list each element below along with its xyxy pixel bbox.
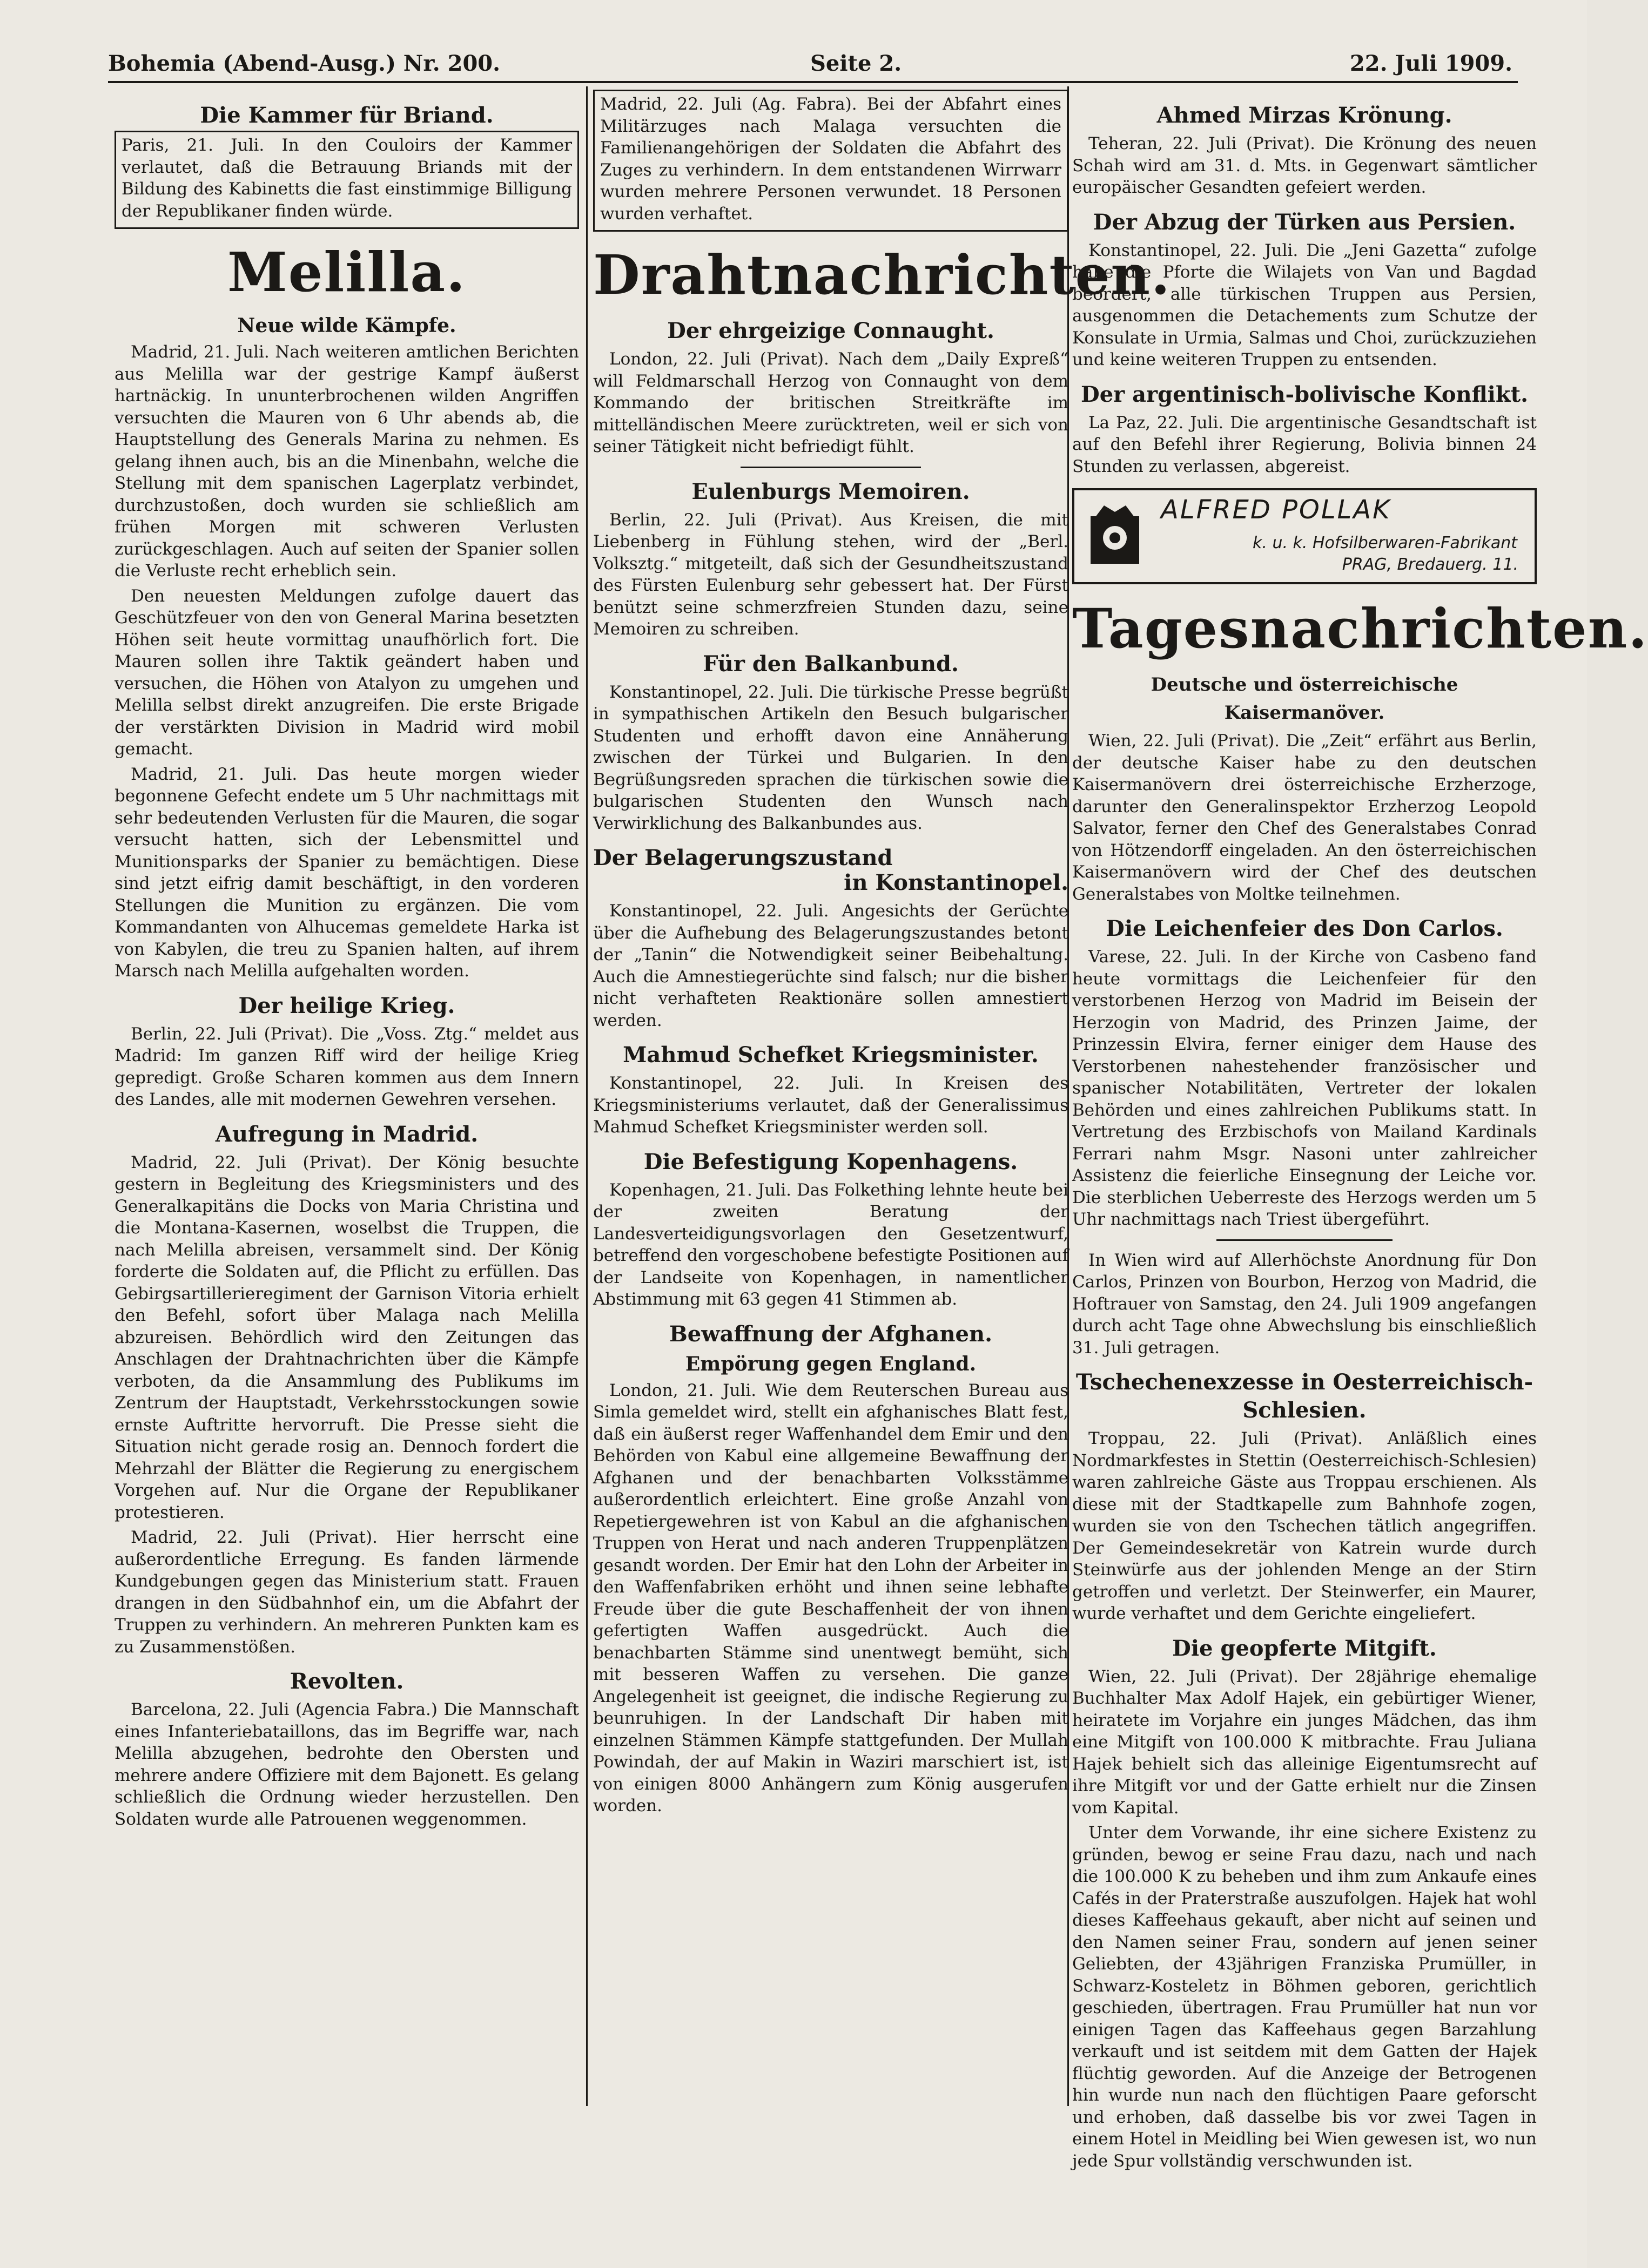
headline-ahmed: Ahmed Mirzas Krönung. [1156, 103, 1452, 128]
article-tuerken: Konstantinopel, 22. Juli. Die „Jeni Gazetta“ zufolge habe die Pforte die Wilajets von Van und Bagdad beordert, alle türkischen Truppen aus Persien, ausgenommen die Detachements zum Schutze der Konsulate in Urmia, Salmas und Choi, zurückzuziehen und keine weiteren Truppen zu entsenden. [1072, 240, 1537, 369]
header-date: 22. Juli 1909. [1349, 51, 1512, 76]
article-mitgift-p2: Unter dem Vorwande, ihr eine sichere Existenz zu gründen, bewog er seine Frau dazu, nach und nach die 100.000 K zu beheben und ihm zum Ankaufe eines Cafés in der Praterstraße auszufolgen. Hajek hat wohl dieses Kaffeehaus gekauft, aber nicht auf seinen und den Namen seiner Frau, sondern auf jenen seiner Geliebten, der 43jährigen Franziska Prumüller, in Schwarz-Kosteletz in Böhmen geboren, gerichtlich geschieden, übertragen. Frau Prumüller hat nun vor einigen Tagen das Kaffeehaus gegen Barzahlung verkauft und ist seitdem mit dem Gatten der Hajek flüchtig geworden. Auf die Anzeige der Betrogenen hin wurde nun nach den flüchtigen Paare geforscht und erhoben, daß dasselbe bis vor zwei Tagen in einem Hotel in Meidling bei Wien gewesen ist, wo nun jede Spur vollständig verschwunden ist. [1072, 1823, 1537, 2171]
headline-argentinien: Der argentinisch-bolivische Konflikt. [1081, 381, 1528, 407]
headline-aufregung: Aufregung in Madrid. [215, 1121, 479, 1147]
article-connaught: London, 22. Juli (Privat). Nach dem „Daily Expreß“ will Feldmarschall Herzog von Connaught von dem Kommando der britischen Streitkräfte im mittelländischen Meere zurücktreten, weil er sich von seiner Tätigkeit nicht befriedigt fühlt. [593, 349, 1068, 456]
coat-of-arms-icon [1085, 502, 1145, 567]
article-don-carlos-p1: Varese, 22. Juli. In der Kirche von Casbeno fand heute vormittags die Leichenfeier für den verstorbenen Herzog von Madrid im Beisein der Herzogin von Madrid, des Prinzen Jaime, der Prinzessin Elvira, ferner einiger dem Hause des Verstorbenen nahestehender französischer und spanischer Notabilitäten, Vertreter der lokalen Behörden und eines zahlreichen Publikums statt. In Vertretung des Erzbischofs von Mailand Kardinals Ferrari nahm Msgr. Nasoni unter zahlreicher Assistenz die feierliche Einsegnung der Leiche vor. Die sterblichen Ueberreste des Herzogs werden um 5 Uhr nachmittags nach Triest übergeführt. [1072, 947, 1537, 1229]
headline-balkanbund: Für den Balkanbund. [703, 651, 959, 677]
headline-tschechen: Tschechenexzesse in Oesterreichisch-Schlesien. [1075, 1369, 1533, 1423]
article-belagerung: Konstantinopel, 22. Juli. Angesichts der Gerüchte über die Aufhebung des Belagerungszustandes betont der „Tanin“ die Notwendigkeit seiner Beibehaltung. Auch die Amnestiegerüchte sind falsch; nur die bisher nicht verhafteten Reaktionäre sollen amnestiert werden. [593, 901, 1068, 1030]
madrid-box [593, 90, 1068, 232]
advertisement-pollak [1072, 488, 1537, 584]
headline-kopenhagen: Die Befestigung Kopenhagens. [643, 1149, 1018, 1174]
headline-afghanen: Bewaffnung der Afghanen. [669, 1321, 993, 1347]
headline-kaisermanoever: Deutsche und österreichische Kaisermanöver. [1151, 674, 1458, 724]
header-page-number: Seite 2. [810, 51, 902, 76]
article-kaempfe-p3: Madrid, 21. Juli. Das heute morgen wieder begonnene Gefecht endete um 5 Uhr nachmittags mit sehr bedeutenden Verlusten für die Mauren, die sogar versucht hatten, sich der Lebensmittel und Munitionsparks der Spanier zu bemächtigen. Diese sind jetzt eifrig damit beschäftigt, in den vorderen Stellungen die Munition zu ergänzen. Die vom Kommandanten von Alhucemas gemeldete Harka ist von Kabylen, die treu zu Spanien halten, auf ihrem Marsch nach Melilla aufgehalten worden. [115, 764, 579, 981]
divider [1216, 1239, 1393, 1241]
section-title-melilla: Melilla. [227, 240, 466, 304]
headline-don-carlos: Die Leichenfeier des Don Carlos. [1106, 916, 1503, 941]
article-tschechen: Troppau, 22. Juli (Privat). Anläßlich eines Nordmarkfestes in Stettin (Oesterreichisch-Schlesien) waren zahlreiche Gäste aus Troppau erschienen. Als diese mit der Stadtkapelle zum Bahnhofe zogen, wurden sie von den Tschechen tätlich angegriffen. Der Gemeindesekretär von Katrein wurde durch Steinwürfe aus der johlenden Menge an der Stirn getroffen und verletzt. Der Steinwerfer, ein Maurer, wurde verhaftet und dem Gerichte eingeliefert. [1072, 1429, 1537, 1623]
article-kaempfe-p2: Den neuesten Meldungen zufolge dauert das Geschützfeuer von den von General Marina besetzten Höhen seit heute vormittag unaufhörlich fort. Die Mauren sollen ihre Taktik geändert haben und versuchen, die Höhen von Atalyon zu umgehen und Melilla selbst direkt anzugreifen. Die erste Brigade der verstärkten Division in Madrid wird mobil gemacht. [115, 586, 579, 759]
headline-connaught: Der ehrgeizige Connaught. [667, 318, 994, 343]
headline-belagerung-2: in Konstantinopel. [844, 870, 1068, 895]
article-krieg: Berlin, 22. Juli (Privat). Die „Voss. Ztg.“ meldet aus Madrid: Im ganzen Riff wird der heilige Krieg gepredigt. Große Scharen kommen aus dem Innern des Landes, alle mit modernen Gewehren versehen. [115, 1024, 579, 1109]
article-afghanen: London, 21. Juli. Wie dem Reuterschen Bureau aus Simla gemeldet wird, stellt ein afghanisches Blatt fest, daß ein äußerst reger Waffenhandel dem Emir und den Behörden von Kabul eine allgemeine Bewaffnung der Afghanen und der benachbarten Volksstämme außerordentlich erleichtert. Eine große Anzahl von Repetiergewehren ist von Kabul an die afghanischen Truppen von Herat und nach anderen Truppenplätzen gesandt worden. Der Emir hat den Lohn der Arbeiter in den Waffenfabriken erhöht und ihnen seine lebhafte Freude über die gute Beschaffenheit der von ihnen gefertigten Waffen ausgedrückt. Auch die benachbarten Stämme sind unentwegt bemüht, sich mit besseren Waffen zu versehen. Die ganze Angelegenheit ist geeignet, die indische Regierung zu beunruhigen. In der Landschaft Dir haben mit einzelnen Stämmen Kämpfe stattgefunden. Der Mullah Powindah, der auf Makin in Waziri marschiert ist, ist von einigen 8000 Anhängern zum König ausgerufen worden. [593, 1380, 1068, 1815]
column-1 [115, 92, 579, 2133]
article-ahmed: Teheran, 22. Juli (Privat). Die Krönung des neuen Schah wird am 31. d. Mts. in Gegenwart sämtlicher europäischer Gesandten gefeiert werden. [1072, 134, 1537, 197]
headline-mahmud: Mahmud Schefket Kriegsminister. [623, 1042, 1039, 1068]
article-kaisermanoever: Wien, 22. Juli (Privat). Die „Zeit“ erfährt aus Berlin, der deutsche Kaiser habe zu den deutschen Kaisermanövern drei österreichische Erzherzoge, darunter den Generalinspektor Erzherzog Leopold Salvator, ferner den Chef des Generalstabes Conrad von Hötzendorff eingeladen. An den österreichischen Kaisermanövern wird der Chef des deutschen Generalstabes von Moltke teilnehmen. [1072, 731, 1537, 904]
briand-box [115, 131, 579, 229]
divider [741, 467, 921, 468]
article-kaempfe-p1: Madrid, 21. Juli. Nach weiteren amtlichen Berichten aus Melilla war der gestrige Kampf äußerst hartnäckig. In ununterbrochenen wilden Angriffen versuchten die Mauren von 6 Uhr abends ab, die Hauptstellung des Generals Marina zu nehmen. Es gelang ihnen auch, bis an die Minenbahn, welche die Stellung mit dem spanischen Lagerplatz verbindet, durchzustoßen, doch wurden sie schließlich am frühen Morgen mit schweren Verlusten zurückgeschlagen. Auch auf seiten der Spanier sollen die Verluste recht erheblich sein. [115, 342, 579, 580]
headline-tuerken: Der Abzug der Türken aus Persien. [1093, 209, 1516, 235]
column-3 [1072, 92, 1648, 2171]
ad-subtitle: k. u. k. Hofsilberwaren-Fabrikant [1253, 534, 1518, 552]
header-rule [108, 81, 1518, 83]
headline-belagerung: Der Belagerungszustand [593, 845, 893, 870]
article-aufregung-p2: Madrid, 22. Juli (Privat). Hier herrscht eine außerordentliche Erregung. Es fanden lärmende Kundgebungen gegen das Ministerium statt. Frauen drangen in den Südbahnhof ein, um die Abfahrt der Truppen zu verhindern. An mehreren Punkten kam es zu Zusammenstößen. [115, 1528, 579, 1657]
column-2 [593, 92, 1171, 2133]
headline-krieg: Der heilige Krieg. [238, 993, 455, 1018]
headline-briand: Die Kammer für Briand. [200, 103, 494, 128]
page-header [108, 48, 1512, 85]
headline-kaempfe: Neue wilde Kämpfe. [237, 314, 456, 337]
article-eulenburg: Berlin, 22. Juli (Privat). Aus Kreisen, die mit Liebenberg in Fühlung stehen, wird der „Berl. Volksztg.“ mitgeteilt, daß sich der Gesundheitszustand des Fürsten Eulenburg sehr gebessert hat. Der Fürst benützt seine schmerzfreien Stunden dazu, seine Memoiren zu schreiben. [593, 510, 1068, 639]
article-aufregung-p1: Madrid, 22. Juli (Privat). Der König besuchte gestern in Begleitung des Kriegsministers und des Generalkapitäns die Docks von Maria Christina und die Montana-Kasernen, woselbst die Truppen, die nach Melilla abreisen, versammelt sind. Der König forderte die Soldaten auf, die Pflicht zu erfüllen. Das Gebirgsartillerieregiment der Garnison Vitoria erhielt den Befehl, sofort über Malaga nach Melilla abzureisen. Behördlich wird den Zeitungen das Anschlagen der Drahtnachrichten über die Kämpfe verboten, da die Ansammlung des Publikums im Zentrum der Hauptstadt, Verkehrsstockungen sowie ernste Auftritte hervorruft. Die Presse sieht die Situation nicht gerade rosig an. Dennoch fordert die Mehrzahl der Blätter die Regierung zu energischem Vorgehen auf. Nur die Organe der Republikaner protestieren. [115, 1152, 579, 1522]
article-don-carlos-p2: In Wien wird auf Allerhöchste Anordnung für Don Carlos, Prinzen von Bourbon, Herzog von Madrid, die Hoftrauer von Samstag, den 24. Juli 1909 angefangen durch acht Tage ohne Abwechslung bis einschließlich 31. Juli getragen. [1072, 1250, 1537, 1358]
article-madrid-top: Madrid, 22. Juli (Ag. Fabra). Bei der Abfahrt eines Militärzuges nach Malaga versuchten die Familienangehörigen der Soldaten die Abfahrt des Zuges zu verhindern. In dem entstandenen Wirrwarr wurden mehrere Personen verwundet. 18 Personen wurden verhaftet. [600, 94, 1061, 224]
article-mahmud: Konstantinopel, 22. Juli. In Kreisen des Kriegsministeriums verlautet, daß der Generalissimus Mahmud Schefket Kriegsminister werden soll. [593, 1074, 1068, 1137]
subheadline-afghanen: Empörung gegen England. [685, 1352, 977, 1375]
section-title-tagesnachrichten: Tagesnachrichten. [1072, 597, 1648, 660]
header-issue: Bohemia (Abend-Ausg.) Nr. 200. [108, 51, 501, 76]
ad-company-name: ALFRED POLLAK [1161, 495, 1391, 525]
article-revolten: Barcelona, 22. Juli (Agencia Fabra.) Die Mannschaft eines Infanteriebataillons, das im Begriffe war, nach Melilla abzugehen, bedrohte den Obersten und mehrere andere Offiziere mit dem Bajonett. Es gelang schließlich die Ordnung wieder herzustellen. Den Soldaten wurde alle Patrouenen weggenommen. [115, 1700, 579, 1829]
article-briand: Paris, 21. Juli. In den Couloirs der Kammer verlautet, daß die Betrauung Briands mit der Bildung des Kabinetts die fast einstimmige Billigung der Republikaner finden würde. [122, 136, 572, 221]
headline-eulenburg: Eulenburgs Memoiren. [691, 478, 970, 504]
article-mitgift-p1: Wien, 22. Juli (Privat). Der 28jährige ehemalige Buchhalter Max Adolf Hajek, ein gebürtiger Wiener, heiratete im Vorjahre ein junges Mädchen, das ihm eine Mitgift von 100.000 K mitbrachte. Frau Juliana Hajek behielt sich das alleinige Eigentumsrecht auf ihre Mitgift vor und der Gatte erhielt nur die Zinsen vom Kapital. [1072, 1666, 1537, 1818]
article-kopenhagen: Kopenhagen, 21. Juli. Das Folkething lehnte heute bei der zweiten Beratung der Landesverteidigungsvorlagen den Gesetzentwurf, betreffend den vorgeschobene befestigte Positionen auf der Landseite von Kopenhagen, in namentlicher Abstimmung mit 63 gegen 41 Stimmen ab. [593, 1180, 1068, 1309]
column-rule-1 [586, 86, 588, 2106]
article-argentinien: La Paz, 22. Juli. Die argentinische Gesandtschaft ist auf den Befehl ihrer Regierung, Bolivia binnen 24 Stunden zu verlassen, abgereist. [1072, 413, 1537, 476]
section-title-drahtnachrichten: Drahtnachrichten. [593, 243, 1171, 307]
headline-mitgift: Die geopferte Mitgift. [1172, 1635, 1437, 1661]
article-balkanbund: Konstantinopel, 22. Juli. Die türkische Presse begrüßt in sympathischen Artikeln den Besuch bulgarischer Studenten und erhofft davon eine Annäherung zwischen der Türkei und Bulgarien. In den Begrüßungsreden sprachen die türkischen sowie die bulgarischen Studenten den Wunsch nach Verwirklichung des Balkanbundes aus. [593, 682, 1068, 833]
headline-revolten: Revolten. [290, 1669, 404, 1694]
ad-address: PRAG, Bredauerg. 11. [1342, 555, 1518, 574]
